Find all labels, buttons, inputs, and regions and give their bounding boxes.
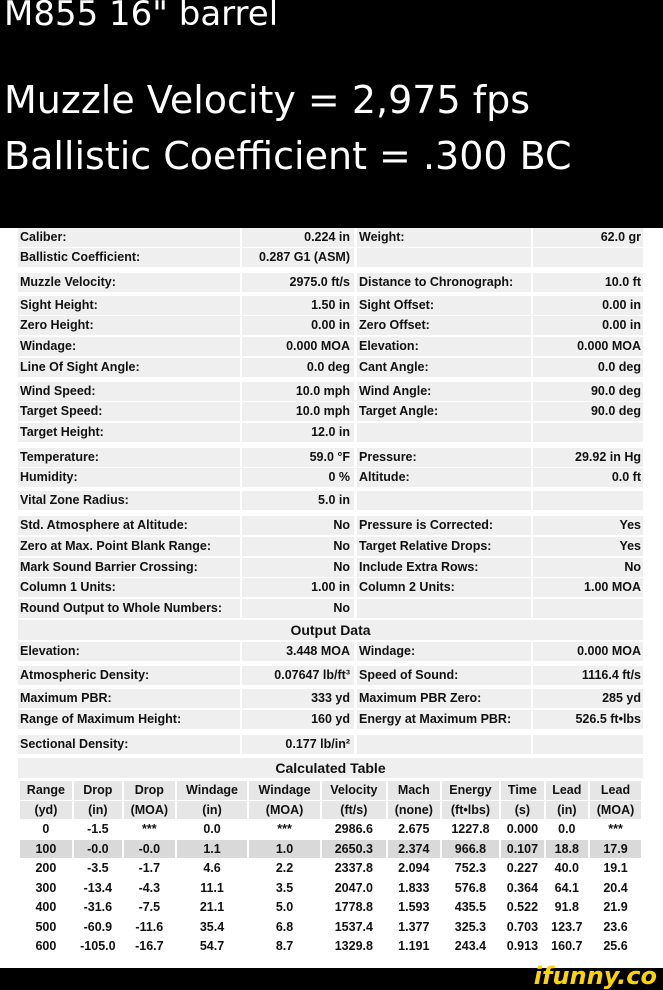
table-cell: Windage [177,781,248,800]
param-label [357,599,531,618]
table-row [20,879,641,898]
param-value: 12.0 in [242,423,354,442]
table-row [20,840,641,859]
table-cell: 1537.4 [334,919,373,934]
table-cell: Drop [74,781,122,800]
table-cell: 0.364 [506,880,539,895]
param-value: 0.000 MOA [533,642,643,661]
table-cell: 2.2 [275,861,294,876]
param-label: Line Of Sight Angle: [18,358,240,377]
table-cell: 400 [35,900,57,915]
table-cell: *** [277,822,292,837]
param-value [533,248,643,267]
table-cell: Lead [590,781,641,800]
table-cell: 752.3 [454,861,487,876]
param-value: 59.0 °F [242,448,354,467]
table-cell: 40.0 [554,861,579,876]
table-cell: 0.0 [203,822,221,837]
table-cell: 1227.8 [451,822,490,837]
param-label: Distance to Chronograph: [357,273,531,292]
table-row [20,937,641,956]
param-value [533,423,643,442]
table-cell: *** [142,822,157,837]
table-cell: 0.0 [558,822,576,837]
param-value: 0.224 in [242,228,354,247]
param-label: Target Height: [18,423,240,442]
table-cell: (s) [501,801,543,820]
param-value: No [242,516,354,535]
param-label: Energy at Maximum PBR: [357,710,531,729]
param-value: 0.287 G1 (ASM) [242,248,354,267]
param-label: Round Output to Whole Numbers: [18,599,240,618]
table-cell: -0.0 [124,840,175,859]
table-cell: 1.0 [249,840,320,859]
table-cell: 2.094 [398,861,430,876]
param-value: Yes [533,516,643,535]
param-value: 90.0 deg [533,402,643,421]
table-units-row [20,801,641,820]
param-label: Windage: [18,337,240,356]
param-value: 0.0 deg [533,358,643,377]
table-cell: -105.0 [80,939,116,954]
param-value: 0.0 deg [242,358,354,377]
param-label: Target Angle: [357,402,531,421]
table-cell: (MOA) [124,801,175,820]
param-value: 5.0 in [242,491,354,510]
param-value [533,735,643,754]
table-cell: 17.9 [590,840,641,859]
param-value: 10.0 ft [533,273,643,292]
param-value: 0.00 in [533,316,643,335]
param-label: Speed of Sound: [357,666,531,685]
param-value: 0.00 in [533,296,643,315]
table-cell: 25.6 [603,939,628,954]
table-cell: Lead [546,781,588,800]
table-cell: -7.5 [138,900,161,915]
table-row [20,898,641,917]
table-cell: 0.913 [506,939,539,954]
param-label: Wind Speed: [18,382,240,401]
table-cell: 54.7 [199,939,225,954]
table-cell: 2986.6 [334,822,373,837]
table-cell: 5.0 [275,900,294,915]
param-value: 526.5 ft•lbs [533,710,643,729]
param-label: Zero at Max. Point Blank Range: [18,537,240,556]
table-cell: 2.675 [398,822,430,837]
table-cell: 11.1 [200,880,224,895]
table-cell: -16.7 [135,939,164,954]
param-label: Atmospheric Density: [18,666,240,685]
param-value: No [242,599,354,618]
table-cell: (yd) [20,801,72,820]
table-cell: 64.1 [554,880,579,895]
table-cell: 1.833 [398,880,430,895]
table-cell: (none) [388,801,440,820]
table-cell: 1.377 [398,919,430,934]
table-cell: 23.6 [603,919,628,934]
table-cell: (ft/s) [322,801,386,820]
table-cell: 966.8 [442,840,500,859]
param-label: Mark Sound Barrier Crossing: [18,558,240,577]
table-cell: -0.0 [74,840,122,859]
table-cell: 35.4 [199,919,225,934]
param-label: Sectional Density: [18,735,240,754]
param-label: Windage: [357,642,531,661]
table-cell: 8.7 [275,939,294,954]
param-value: 90.0 deg [533,382,643,401]
table-cell: -13.4 [83,880,113,895]
param-label: Include Extra Rows: [357,558,531,577]
table-cell: 2.374 [388,840,440,859]
table-cell: 200 [35,861,57,876]
table-cell: -1.5 [87,822,109,837]
table-cell: -60.9 [83,919,113,934]
calculated-table-heading: Calculated Table [18,758,643,778]
table-cell: 300 [35,880,57,895]
table-cell: Mach [388,781,440,800]
param-value: 1.50 in [242,296,354,315]
table-cell: (MOA) [249,801,320,820]
table-cell: Drop [124,781,175,800]
output-data-heading: Output Data [18,620,643,640]
param-label: Cant Angle: [357,358,531,377]
table-cell: 0.522 [506,900,539,915]
caption-header [0,0,663,228]
table-cell: 600 [35,939,57,954]
param-value [533,599,643,618]
caption-velocity: Muzzle Velocity = 2,975 fps [4,78,531,122]
table-cell: Windage [249,781,320,800]
param-label: Muzzle Velocity: [18,273,240,292]
param-label: Ballistic Coefficient: [18,248,240,267]
param-value: Yes [533,537,643,556]
ifunny-logo: ifunny.co [533,962,657,990]
table-cell: 160.7 [551,939,583,954]
param-label: Altitude: [357,468,531,487]
param-label: Maximum PBR Zero: [357,689,531,708]
table-cell: 1.593 [398,900,430,915]
table-cell: -31.6 [83,900,113,915]
table-cell: (ft•lbs) [442,801,500,820]
table-cell: 1.1 [177,840,248,859]
table-cell: 500 [35,919,57,934]
param-value: 0.177 lb/in² [242,735,354,754]
param-value: 333 yd [242,689,354,708]
table-header-row [20,781,641,800]
param-label [357,735,531,754]
param-label: Wind Angle: [357,382,531,401]
param-value [533,491,643,510]
table-cell: 0.107 [501,840,543,859]
param-label: Vital Zone Radius: [18,491,240,510]
table-cell: 243.4 [454,939,487,954]
param-value: 29.92 in Hg [533,448,643,467]
table-row [20,820,641,839]
param-value: No [242,537,354,556]
param-value: 1116.4 ft/s [533,666,643,685]
table-cell: (in) [177,801,248,820]
param-label: Range of Maximum Height: [18,710,240,729]
table-cell: Energy [442,781,500,800]
table-cell: 2650.3 [322,840,386,859]
param-value: 0 % [242,468,354,487]
param-value: 0.000 MOA [242,337,354,356]
table-cell: 576.8 [454,880,487,895]
table-cell: 4.6 [203,861,221,876]
table-cell: 21.9 [603,900,628,915]
table-cell: 435.5 [454,900,487,915]
param-value: 62.0 gr [533,228,643,247]
param-label: Pressure: [357,448,531,467]
param-label [357,248,531,267]
param-label: Sight Height: [18,296,240,315]
param-label: Column 1 Units: [18,578,240,597]
param-value: 160 yd [242,710,354,729]
param-value: 10.0 mph [242,382,354,401]
param-value: 10.0 mph [242,402,354,421]
table-cell: Velocity [322,781,386,800]
table-cell: 20.4 [603,880,628,895]
param-value: No [533,558,643,577]
param-label: Humidity: [18,468,240,487]
param-value: 285 yd [533,689,643,708]
table-cell: -4.3 [138,880,161,895]
table-cell: 1329.8 [334,939,373,954]
table-cell: 1778.8 [334,900,373,915]
trajectory-table [18,780,643,957]
param-label: Std. Atmosphere at Altitude: [18,516,240,535]
table-cell: Time [501,781,543,800]
caption-bc: Ballistic Coefficient = .300 BC [4,134,572,178]
table-cell: 325.3 [454,919,487,934]
param-value: 0.00 in [242,316,354,335]
param-label: Elevation: [18,642,240,661]
table-cell: 18.8 [546,840,588,859]
param-value: 1.00 MOA [533,578,643,597]
param-label: Target Speed: [18,402,240,421]
param-label: Weight: [357,228,531,247]
table-row [20,918,641,937]
param-label [357,423,531,442]
param-label: Target Relative Drops: [357,537,531,556]
param-label: Pressure is Corrected: [357,516,531,535]
table-cell: -11.6 [135,919,164,934]
table-cell: 100 [20,840,72,859]
param-label: Zero Offset: [357,316,531,335]
param-label: Caliber: [18,228,240,247]
param-value: 0.0 ft [533,468,643,487]
param-value: 0.07647 lb/ft³ [242,666,354,685]
table-cell: 19.1 [603,861,628,876]
param-label: Elevation: [357,337,531,356]
table-cell: *** [608,822,623,837]
table-cell: (MOA) [590,801,641,820]
table-cell: 0.000 [506,822,539,837]
param-label [357,491,531,510]
table-cell: -3.5 [87,861,109,876]
table-cell: 0 [42,822,50,837]
table-cell: (in) [74,801,122,820]
caption-title: M855 16" barrel [4,0,279,34]
table-cell: 0.227 [506,861,539,876]
table-cell: 0.703 [506,919,539,934]
table-cell: Range [20,781,72,800]
ballistics-sheet [0,228,663,968]
table-row [20,859,641,878]
param-label: Zero Height: [18,316,240,335]
watermark-bar [0,962,663,990]
param-label: Sight Offset: [357,296,531,315]
table-cell: -1.7 [138,861,161,876]
table-cell: 2047.0 [334,880,373,895]
table-cell: (in) [546,801,588,820]
param-label: Maximum PBR: [18,689,240,708]
table-cell: 6.8 [275,919,294,934]
param-value: 0.000 MOA [533,337,643,356]
table-cell: 1.191 [398,939,430,954]
table-cell: 3.5 [275,880,294,895]
param-label: Temperature: [18,448,240,467]
table-cell: 123.7 [551,919,583,934]
param-label: Column 2 Units: [357,578,531,597]
table-cell: 21.1 [199,900,225,915]
param-value: 1.00 in [242,578,354,597]
param-value: 2975.0 ft/s [242,273,354,292]
table-cell: 2337.8 [334,861,373,876]
param-value: 3.448 MOA [242,642,354,661]
table-cell: 91.8 [554,900,579,915]
param-value: No [242,558,354,577]
